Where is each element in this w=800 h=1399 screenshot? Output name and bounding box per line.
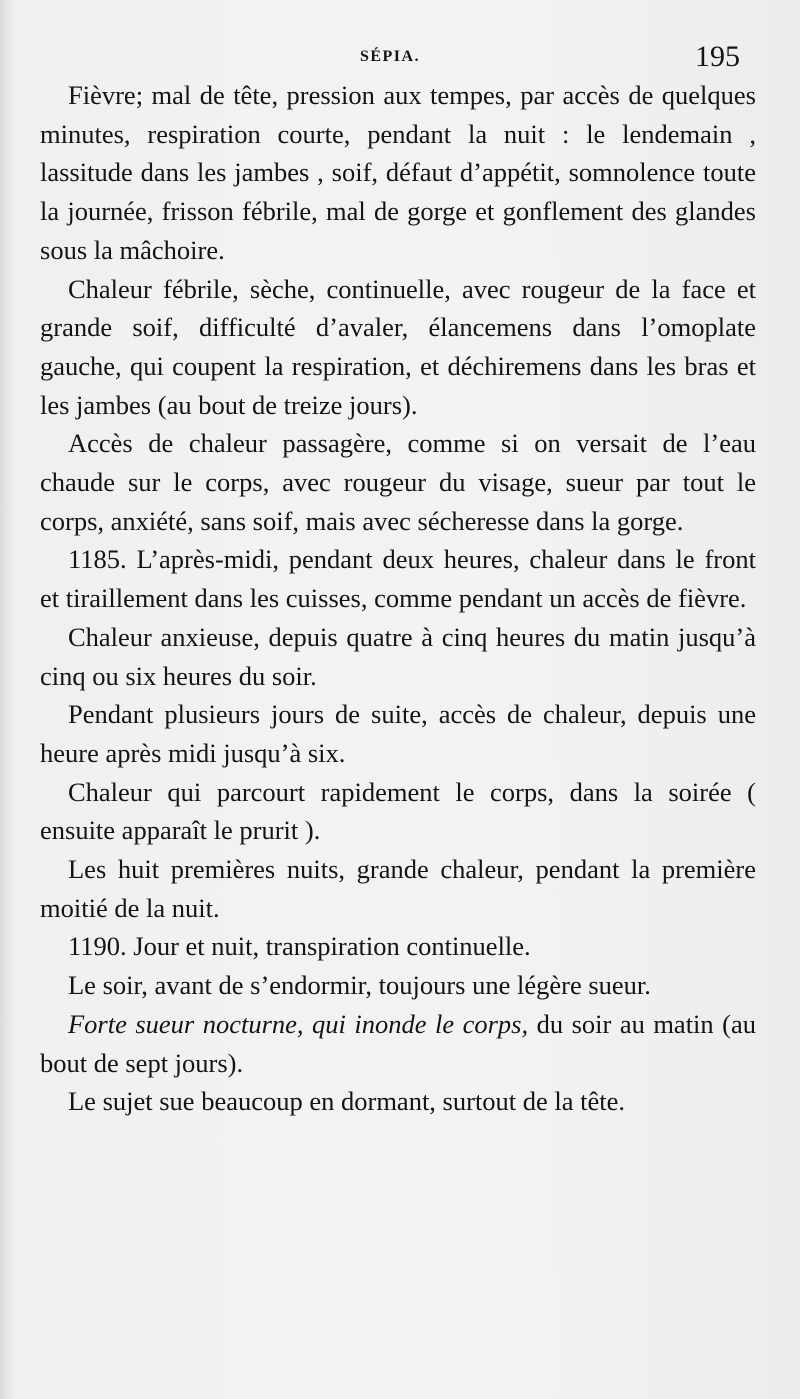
paragraph-forte-sueur <box>40 1005 756 1082</box>
paragraph-1185: 1185. L’après-midi, pendant deux heures, chaleur dans le front et tiraillement dans les cuisses, comme pendant un accès de fièvre. <box>40 544 756 614</box>
paragraph-sue-beaucoup: Le sujet sue beaucoup en dormant, surtout de la tête. <box>68 1086 626 1117</box>
paragraph-chaleur-febrile: Chaleur fébrile, sèche, continuelle, avec rougeur de la face et grande soif, difficulté d’avaler, élancemens dans l’omoplate gauche, qui coupent la respiration, et déchiremens dans les bras et les jambes (au bout de treize jours). <box>40 273 756 420</box>
paragraph-1190: 1190. Jour et nuit, transpiration continuelle. <box>68 931 531 962</box>
italic-phrase: Forte sueur nocturne, qui inonde le corps, <box>68 1008 529 1039</box>
paragraph-huit-nuits: Les huit premières nuits, grande chaleur, pendant la première moitié de la nuit. <box>40 854 756 923</box>
paragraph-le-soir: Le soir, avant de s’endormir, toujours une légère sueur. <box>68 970 651 1001</box>
paragraph-parcourt-corps: Chaleur qui parcourt rapidement le corps, dans la soirée ( ensuite apparaît le prurit ). <box>40 776 756 846</box>
paragraph-plusieurs-jours: Pendant plusieurs jours de suite, accès de chaleur, depuis une heure après midi jusqu’à six. <box>40 699 756 768</box>
paragraph-chaleur-anxieuse: Chaleur anxieuse, depuis quatre à cinq heures du matin jusqu’à cinq ou six heures du soir. <box>40 621 756 691</box>
page-number: 195 <box>695 40 740 73</box>
paragraph-fievre: Fièvre; mal de tête, pression aux tempes, par accès de quelques minutes, respiration courte, pendant la nuit : le lendemain , lassitude dans les jambes , soif, défaut d’appétit, somnolence toute la journée, frisson fébrile, mal de gorge et gonflement des glandes sous la mâchoire. <box>40 80 756 265</box>
running-head: SÉPIA. <box>359 48 421 65</box>
body-text <box>40 76 756 1121</box>
paragraph-continuation: du soir au matin (au bout de sept jours). <box>40 1008 756 1078</box>
paragraph-acces-chaleur: Accès de chaleur passagère, comme si on versait de l’eau chaude sur le corps, avec rougeur du visage, sueur par tout le corps, anxiété, sans soif, mais avec sécheresse dans la gorge. <box>40 428 756 536</box>
